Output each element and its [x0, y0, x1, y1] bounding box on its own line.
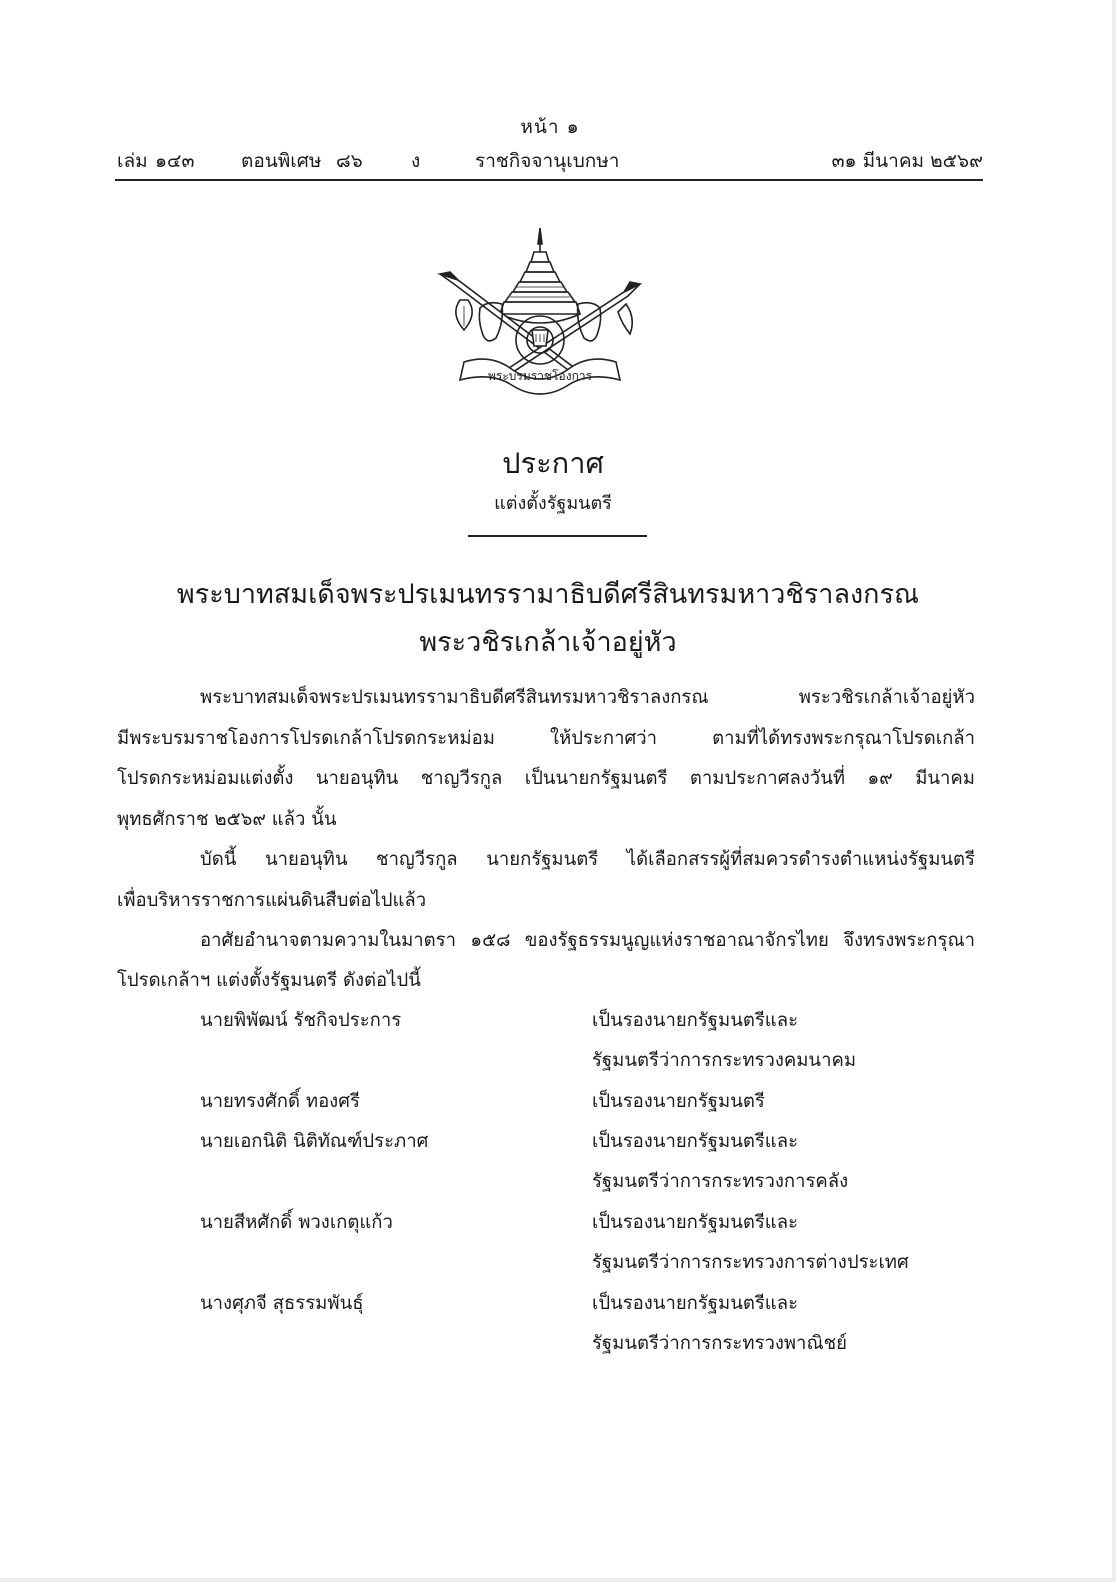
body-paragraph-1-line-1: พระบาทสมเด็จพระปรเมนทรรามาธิบดีศรีสินทรมหาวชิราลงกรณ พระวชิรเกล้าเจ้าอยู่หัว [200, 687, 975, 708]
gazette-header [117, 146, 983, 176]
announcement-title: ประกาศ [502, 446, 604, 480]
body-paragraph-2-line-1: บัดนี้ นายอนุทิน ชาญวีรกูล นายกรัฐมนตรี ได้เลือกสรรผู้ที่สมควรดำรงตำแหน่งรัฐมนตรี [200, 849, 975, 870]
volume-number: ๑๔๓ [155, 150, 195, 172]
publication-date: ๓๑ มีนาคม ๒๕๖๙ [831, 150, 983, 172]
volume-label: เล่ม [117, 150, 148, 172]
appointee-position-line-1: เป็นรองนายกรัฐมนตรีและ [592, 1010, 799, 1031]
appointee-position-line-1: เป็นรองนายกรัฐมนตรีและ [592, 1212, 799, 1233]
body-paragraph-1-line-3: โปรดกระหม่อมแต่งตั้ง นายอนุทิน ชาญวีรกูล เป็นนายกรัฐมนตรี ตามประกาศลงวันที่ ๑๙ มีนาคม [117, 768, 975, 789]
header-divider [115, 179, 983, 181]
page-number: หน้า ๑ [520, 116, 580, 138]
appointee-name: นายสีหศักดิ์ พวงเกตุแก้ว [200, 1212, 393, 1233]
appointee-position-line-2: รัฐมนตรีว่าการกระทรวงคมนาคม [592, 1050, 857, 1071]
section-code: ง [411, 150, 421, 172]
appointee-position-line-2: รัฐมนตรีว่าการกระทรวงการคลัง [592, 1171, 849, 1192]
appointee-position-line-1: เป็นรองนายกรัฐมนตรีและ [592, 1293, 799, 1314]
body-paragraph-3-line-1: อาศัยอำนาจตามความในมาตรา ๑๕๘ ของรัฐธรรมนูญแห่งราชอาณาจักรไทย จึงทรงพระกรุณา [200, 930, 975, 951]
appointee-position-line-2: รัฐมนตรีว่าการกระทรวงพาณิชย์ [592, 1333, 848, 1354]
appointee-position-line-1: เป็นรองนายกรัฐมนตรีและ [592, 1131, 799, 1152]
emblem-ribbon-text: พระบรมราชโองการ [487, 369, 593, 383]
gazette-name: ราชกิจจานุเบกษา [475, 150, 620, 172]
sovereign-name-line-1: พระบาทสมเด็จพระปรเมนทรรามาธิบดีศรีสินทรมหาวชิราลงกรณ [176, 579, 920, 610]
sovereign-name-line-2: พระวชิรเกล้าเจ้าอยู่หัว [419, 627, 677, 658]
royal-seal-emblem-icon [430, 222, 650, 398]
section-label: ตอนพิเศษ [241, 150, 322, 172]
title-divider [468, 535, 647, 537]
body-paragraph-1-line-4: พุทธศักราช ๒๕๖๙ แล้ว นั้น [117, 809, 337, 830]
appointee-name: นายทรงศักดิ์ ทองศรี [200, 1091, 360, 1112]
appointee-position-line-2: รัฐมนตรีว่าการกระทรวงการต่างประเทศ [592, 1252, 909, 1273]
section-number: ๘๖ [336, 150, 363, 172]
announcement-subtitle: แต่งตั้งรัฐมนตรี [494, 493, 612, 514]
appointee-position-line-1: เป็นรองนายกรัฐมนตรี [592, 1091, 765, 1112]
body-paragraph-3-line-2: โปรดเกล้าฯ แต่งตั้งรัฐมนตรี ดังต่อไปนี้ [117, 970, 421, 991]
appointee-name: นายพิพัฒน์ รัชกิจประการ [200, 1010, 402, 1031]
appointee-name: นางศุภจี สุธรรมพันธุ์ [200, 1293, 364, 1314]
body-paragraph-1-line-2: มีพระบรมราชโองการโปรดเกล้าโปรดกระหม่อม ให้ประกาศว่า ตามที่ได้ทรงพระกรุณาโปรดเกล้า [117, 728, 975, 749]
appointee-name: นายเอกนิติ นิติทัณฑ์ประภาศ [200, 1131, 429, 1152]
body-paragraph-2-line-2: เพื่อบริหารราชการแผ่นดินสืบต่อไปแล้ว [117, 890, 427, 911]
